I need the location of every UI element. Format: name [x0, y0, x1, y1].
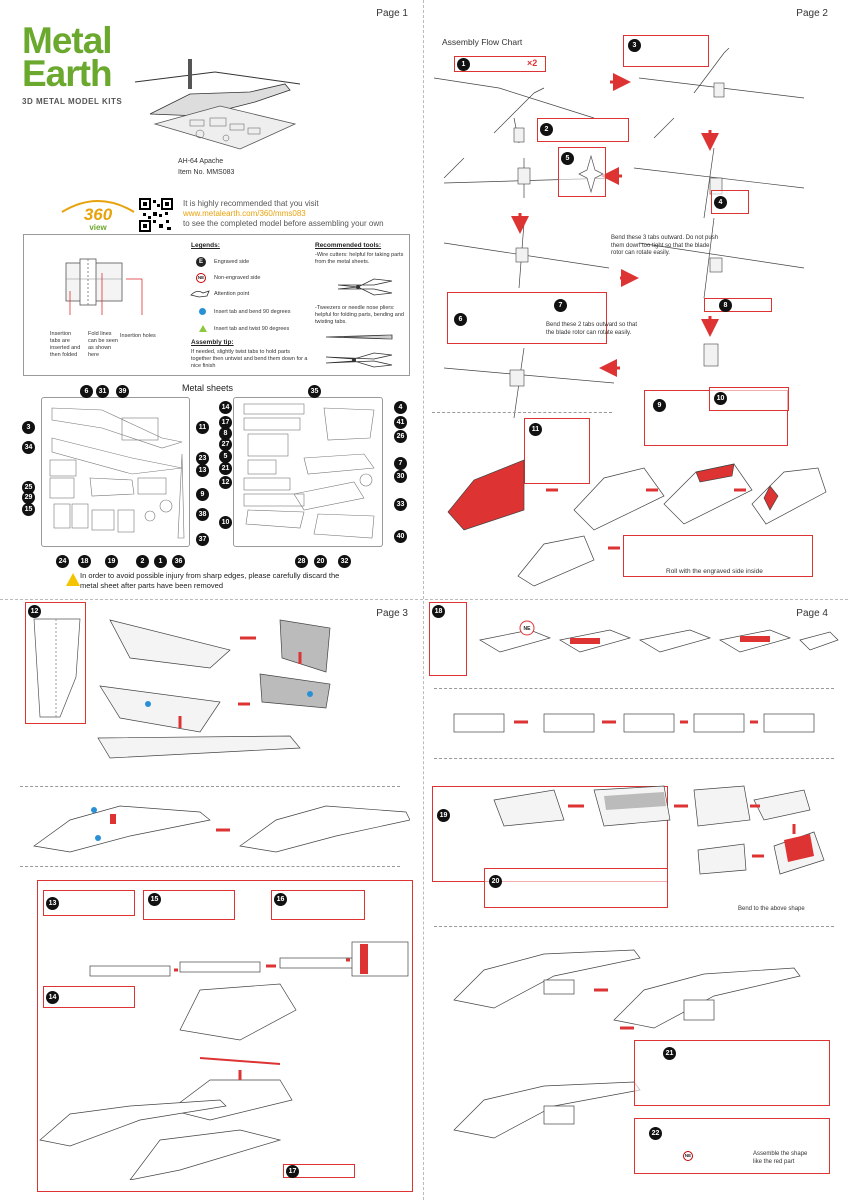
tail-boom-assembly-diagram	[90, 608, 410, 778]
step-4-box	[711, 190, 749, 214]
part-number-callout: 29	[22, 491, 35, 504]
part-number-callout: 36	[172, 555, 185, 568]
part-number-callout: 18	[78, 555, 91, 568]
step-number: 16	[274, 893, 287, 906]
step-15-box	[143, 890, 235, 920]
step-number: 19	[437, 809, 450, 822]
fuselage-assembly-diagram	[30, 796, 410, 860]
part-number-callout: 10	[219, 516, 232, 529]
section-divider	[20, 866, 400, 867]
flow-chart-title: Assembly Flow Chart	[442, 37, 523, 47]
part-number-callout: 19	[105, 555, 118, 568]
step-13-box	[43, 890, 135, 916]
step-number: 1	[457, 58, 470, 71]
step-number: 5	[561, 152, 574, 165]
model-caption	[178, 156, 234, 178]
part-number-callout: 4	[394, 401, 407, 414]
section-divider	[20, 786, 400, 787]
step-number: 11	[529, 423, 542, 436]
helicopter-wing-diagram	[30, 1090, 230, 1150]
part-number-callout: 6	[80, 385, 93, 398]
sheet-1-parts	[42, 398, 191, 548]
step-number: 18	[432, 605, 445, 618]
step-22-box	[634, 1118, 830, 1174]
step-number: 4	[714, 196, 727, 209]
insertion-tabs-label: Insertion tabs are inserted and then folded	[50, 331, 81, 358]
page-1	[0, 0, 424, 600]
step-number: 22	[649, 1127, 662, 1140]
non-engraved-icon: NE	[196, 273, 206, 283]
step-number: 6	[454, 313, 467, 326]
section-divider	[434, 688, 834, 689]
step-8-box	[704, 298, 772, 312]
svg-text:NE: NE	[523, 626, 531, 632]
model-item-number: Item No. MMS083	[178, 169, 235, 176]
legend-twist-90: Insert tab and twist 90 degrees	[214, 326, 290, 332]
fold-lines-label: Fold lines can be seen as shown here	[88, 331, 118, 358]
part-number-callout: 24	[56, 555, 69, 568]
tool-wire-cutters: -Wire cutters: helpful for taking parts from the metal sheets.	[315, 252, 404, 265]
part-number-callout: 39	[116, 385, 129, 398]
note-bend-three-tabs: Bend these 3 tabs outward. Do not push them down too tight so that the blade rotor can rotate easily.	[611, 235, 719, 256]
non-engraved-icon: NE	[683, 1151, 693, 1161]
page-3	[0, 600, 424, 1200]
page-number: Page 1	[376, 8, 408, 19]
brand-logo: Metal Earth	[22, 20, 112, 94]
assemble-red-part-note: Assemble the shape like the red part	[753, 1151, 808, 1165]
step-number: 20	[489, 875, 502, 888]
section-divider	[432, 412, 612, 413]
roll-instruction: Roll with the engraved side inside	[666, 568, 763, 575]
stub-wing-assembly-diagram	[484, 770, 834, 880]
part-number-callout: 41	[394, 416, 407, 429]
quantity-label: ×2	[527, 58, 538, 68]
step-number: 17	[286, 1165, 299, 1178]
part-number-callout: 37	[196, 533, 209, 546]
step-number: 3	[628, 39, 641, 52]
section-divider	[434, 758, 834, 759]
sheet-2-parts	[234, 398, 384, 548]
qr-code[interactable]	[139, 198, 173, 232]
part-number-callout: 25	[22, 481, 35, 494]
step-6-7-box	[447, 292, 638, 344]
part-number-callout: 1	[154, 555, 167, 568]
engraved-icon: E	[196, 257, 206, 267]
tool-tweezers: -Tweezers or needle nose pliers: helpful for folding parts, bending and twisting tabs.	[315, 305, 404, 325]
step-1-box	[454, 56, 546, 72]
step-number: 10	[714, 392, 727, 405]
step-number: 12	[28, 605, 41, 618]
part-number-callout: 14	[219, 401, 232, 414]
step-number: 2	[540, 123, 553, 136]
warning-text: In order to avoid possible injury from sharp edges, please carefully discard the metal sheet after parts have been removed	[80, 571, 340, 590]
part-number-callout: 8	[219, 427, 232, 440]
model-name: AH-64 Apache	[178, 158, 224, 165]
part-number-callout: 15	[22, 503, 35, 516]
step-2-box	[537, 118, 629, 142]
part-number-callout: 9	[196, 488, 209, 501]
insertion-tab-diagram	[46, 249, 156, 315]
page-4	[424, 600, 848, 1200]
assembly-tip-text: If needed, slightly twist tabs to hold parts together then untwist and bend them down for a nice finish	[191, 349, 308, 369]
part-number-callout: 33	[394, 498, 407, 511]
legend-attention: Attention point	[214, 291, 250, 297]
step-10-box	[709, 387, 789, 411]
part-number-callout: 21	[219, 462, 232, 475]
page-2	[424, 0, 848, 600]
step-number: 14	[46, 991, 59, 1004]
twist-90-icon	[199, 325, 207, 332]
warning-icon	[66, 573, 80, 586]
svg-text:360: 360	[83, 205, 113, 224]
assembly-tip-title: Assembly tip:	[191, 339, 234, 346]
legend-non-engraved: Non-engraved side	[214, 275, 261, 281]
bend-shape-note: Bend to the above shape	[738, 906, 805, 912]
legend-box	[23, 234, 410, 376]
step-number: 13	[46, 897, 59, 910]
brand-tagline: 3D METAL MODEL KITS	[22, 97, 123, 106]
part-number-callout: 11	[196, 421, 209, 434]
step-number: 9	[653, 399, 666, 412]
tools-title: Recommended tools:	[315, 242, 382, 249]
part-number-callout: 32	[338, 555, 351, 568]
rotor-hub-part	[577, 154, 605, 194]
part-number-callout: 30	[394, 470, 407, 483]
step-number: 21	[663, 1047, 676, 1060]
metal-sheet-2	[233, 397, 383, 547]
part-number-callout: 13	[196, 464, 209, 477]
step-3-box	[623, 35, 709, 67]
part-number-callout: 3	[22, 421, 35, 434]
part-number-callout: 27	[219, 438, 232, 451]
engine-pod-sequence	[444, 700, 824, 750]
view-360-badge[interactable]	[58, 194, 138, 232]
step-18-box	[429, 602, 467, 676]
tail-boom-part	[30, 617, 84, 721]
part-number-callout: 28	[295, 555, 308, 568]
bend-90-icon	[199, 308, 206, 315]
part-number-callout: 17	[219, 416, 232, 429]
website-link[interactable]: www.metalearth.com/360/mms083	[183, 209, 306, 218]
wire-cutters-icon	[334, 275, 394, 299]
helicopter-model-illustration	[130, 54, 310, 152]
part-number-callout: 20	[314, 555, 327, 568]
part-number-callout: 40	[394, 530, 407, 543]
part-number-callout: 38	[196, 508, 209, 521]
metal-sheets-title: Metal sheets	[182, 383, 234, 393]
roll-instruction-box	[623, 535, 813, 577]
step-5-box	[558, 147, 606, 197]
metal-sheet-1	[41, 397, 190, 547]
step-number: 8	[719, 299, 732, 312]
part-number-callout: 7	[394, 457, 407, 470]
legend-engraved: Engraved side	[214, 259, 250, 265]
step-17-box	[283, 1164, 355, 1178]
page-number: Page 3	[376, 608, 408, 619]
step-number: 15	[148, 893, 161, 906]
part-number-callout: 23	[196, 452, 209, 465]
svg-text:view: view	[89, 223, 107, 232]
part-number-callout: 5	[219, 450, 232, 463]
needle-nose-pliers-icon	[324, 349, 394, 371]
part-number-callout: 34	[22, 441, 35, 454]
page-number: Page 4	[796, 608, 828, 619]
engine-assembly-diagram	[470, 610, 840, 670]
insertion-holes-label: Insertion holes	[120, 333, 156, 339]
part-number-callout: 26	[394, 430, 407, 443]
legends-title: Legends:	[191, 242, 220, 249]
page-number: Page 2	[796, 8, 828, 19]
part-number-callout: 12	[219, 476, 232, 489]
note-bend-two-tabs: Bend these 2 tabs outward so that the blade rotor can rotate easily.	[546, 322, 638, 336]
step-21-box	[634, 1040, 830, 1106]
part-number-callout: 2	[136, 555, 149, 568]
attention-point-icon	[189, 287, 211, 299]
section-divider	[434, 926, 834, 927]
step-16-box	[271, 890, 365, 920]
part-number-callout: 31	[96, 385, 109, 398]
step-12-box	[25, 602, 86, 724]
tweezers-icon	[324, 331, 394, 343]
visit-website-text: It is highly recommended that you visit www.metalearth.com/360/mms083 to see the completed model before assembling your own	[183, 199, 384, 228]
legend-bend-90: Insert tab and bend 90 degrees	[214, 309, 291, 315]
step-number: 7	[554, 299, 567, 312]
part-number-callout: 35	[308, 385, 321, 398]
